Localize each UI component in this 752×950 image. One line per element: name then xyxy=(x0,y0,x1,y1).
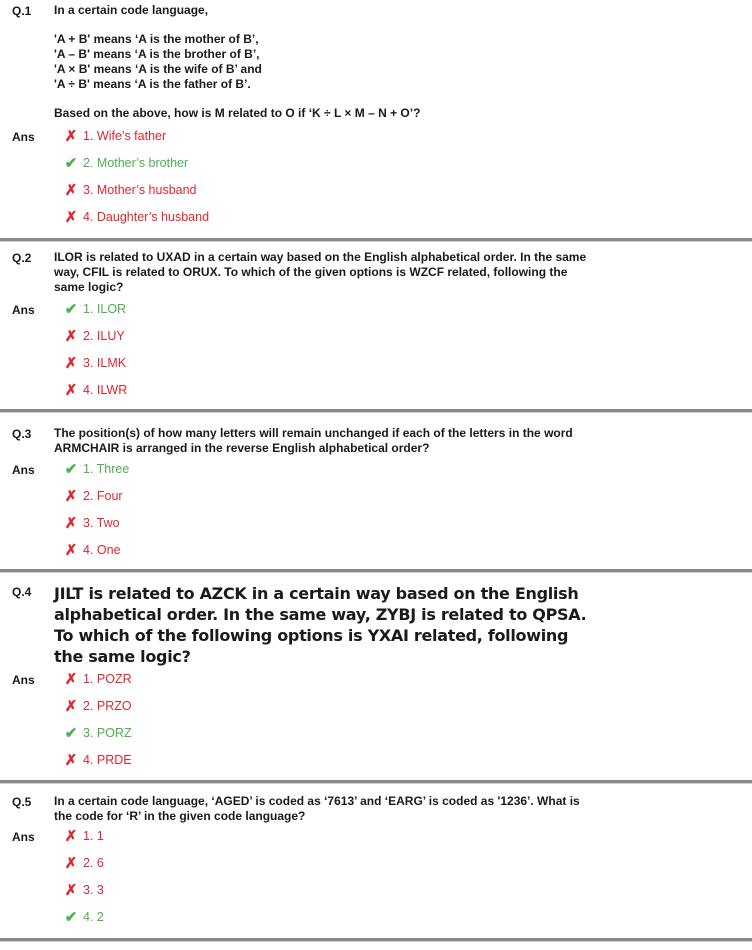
question-line: 'A × B' means ‘A is the wife of B’ and xyxy=(54,62,262,76)
question-text: ILOR is related to UXAD in a certain way based on the English alphabetical order. In the same way, CFIL is related to ORUX. To which of the given options is WZCF related, following the same logic? xyxy=(54,250,587,294)
divider xyxy=(0,780,752,784)
cross-icon: ✗ xyxy=(64,542,78,559)
check-icon: ✔ xyxy=(64,155,78,172)
question-text: The position(s) of how many letters will remain unchanged if each of the letters in the word ARMCHAIR is arranged in the reverse English alphabetical order? xyxy=(54,426,573,455)
answer-option xyxy=(62,828,104,844)
question-number: Q.4 xyxy=(12,585,32,599)
cross-icon: ✗ xyxy=(64,488,78,505)
answer-option xyxy=(62,515,120,531)
answer-option xyxy=(62,882,104,898)
answer-option xyxy=(62,671,132,687)
answer-option xyxy=(62,542,121,558)
answer-option xyxy=(62,461,129,477)
ans-label: Ans xyxy=(12,130,35,144)
option-label: 1. ILOR xyxy=(83,302,127,316)
question-number: Q.2 xyxy=(12,251,32,265)
option-label: 4. ILWR xyxy=(83,383,128,397)
cross-icon: ✗ xyxy=(64,328,78,345)
divider xyxy=(0,938,752,942)
cross-icon: ✗ xyxy=(64,671,78,688)
cross-icon: ✗ xyxy=(64,855,78,872)
option-label: 4. One xyxy=(83,543,121,557)
question-line: 'A ÷ B' means ‘A is the father of B’. xyxy=(54,77,251,91)
ans-label: Ans xyxy=(12,463,35,477)
cross-icon: ✗ xyxy=(64,355,78,372)
question-line: 'A + B' means ‘A is the mother of B’, xyxy=(54,32,259,46)
question-number: Q.3 xyxy=(12,427,32,441)
option-label: 2. PRZO xyxy=(83,699,132,713)
cross-icon: ✗ xyxy=(64,515,78,532)
question-line: In a certain code language, xyxy=(54,3,209,17)
cross-icon: ✗ xyxy=(64,209,78,226)
check-icon: ✔ xyxy=(64,909,78,926)
answer-option xyxy=(62,752,132,768)
question-text xyxy=(54,3,614,121)
option-label: 2. ILUY xyxy=(83,329,125,343)
option-label: 3. ILMK xyxy=(83,356,127,370)
option-label: 1. Three xyxy=(83,462,130,476)
answer-option xyxy=(62,698,132,714)
answer-option xyxy=(62,909,104,925)
divider xyxy=(0,409,752,413)
option-label: 3. Two xyxy=(83,516,120,530)
option-label: 4. Daughter’s husband xyxy=(83,210,210,224)
check-icon: ✔ xyxy=(64,301,78,318)
question-text: In a certain code language, ‘AGED’ is coded as ‘7613’ and ‘EARG’ is coded as '1236’. What is the code for ‘R’ in the given code language? xyxy=(54,794,580,823)
answer-option xyxy=(62,328,125,344)
ans-label: Ans xyxy=(12,673,35,687)
answer-option xyxy=(62,128,166,144)
divider xyxy=(0,569,752,573)
answer-option xyxy=(62,209,209,225)
answer-option xyxy=(62,182,197,198)
option-label: 3. PORZ xyxy=(83,726,132,740)
option-label: 4. PRDE xyxy=(83,753,132,767)
cross-icon: ✗ xyxy=(64,882,78,899)
question-number: Q.5 xyxy=(12,795,32,809)
option-label: 4. 2 xyxy=(83,910,104,924)
question-line: Based on the above, how is M related to O if ‘K ÷ L × M – N + O’? xyxy=(54,106,421,120)
answer-option xyxy=(62,155,188,171)
ans-label: Ans xyxy=(12,303,35,317)
option-label: 2. 6 xyxy=(83,856,104,870)
option-label: 2. Mother’s brother xyxy=(83,156,189,170)
answer-option xyxy=(62,855,104,871)
ans-label: Ans xyxy=(12,830,35,844)
question-line: 'A – B' means ‘A is the brother of B’, xyxy=(54,47,260,61)
option-label: 3. Mother’s husband xyxy=(83,183,197,197)
question-number: Q.1 xyxy=(12,4,32,18)
cross-icon: ✗ xyxy=(64,128,78,145)
answer-option xyxy=(62,301,126,317)
cross-icon: ✗ xyxy=(64,828,78,845)
option-label: 1. 1 xyxy=(83,829,104,843)
option-label: 3. 3 xyxy=(83,883,104,897)
answer-option xyxy=(62,355,126,371)
cross-icon: ✗ xyxy=(64,698,78,715)
cross-icon: ✗ xyxy=(64,182,78,199)
check-icon: ✔ xyxy=(64,461,78,478)
answer-option xyxy=(62,382,127,398)
question-text: JILT is related to AZCK in a certain way based on the English alphabetical order. In the same way, ZYBJ is related to QPSA. To which of the following options is YXAI related, following the same logic? xyxy=(54,584,587,666)
option-label: 1. Wife’s father xyxy=(83,129,167,143)
check-icon: ✔ xyxy=(64,725,78,742)
divider xyxy=(0,238,752,242)
cross-icon: ✗ xyxy=(64,752,78,769)
cross-icon: ✗ xyxy=(64,382,78,399)
answer-option xyxy=(62,725,132,741)
option-label: 2. Four xyxy=(83,489,123,503)
answer-option xyxy=(62,488,123,504)
option-label: 1. POZR xyxy=(83,672,132,686)
